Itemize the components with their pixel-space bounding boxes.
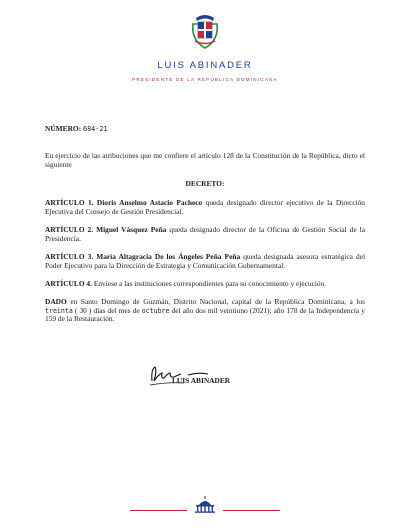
signatory-name: LUIS ABINADER bbox=[172, 376, 231, 385]
article-2-label: ARTÍCULO 2. bbox=[45, 225, 94, 234]
intro-paragraph: En ejercicio de las atribuciones que me confiere el artículo 128 de la Constitución de la República, dicto el siguiente bbox=[45, 151, 365, 169]
dado-day-number: ( 30 ) bbox=[74, 305, 92, 315]
coat-of-arms-icon bbox=[189, 10, 221, 50]
article-2 bbox=[45, 226, 365, 243]
article-3-text: queda designada asesora estratégica del Poder Ejecutivo para la Dirección de Estrategia y Comunicación Gubernamental. bbox=[45, 252, 365, 270]
article-3-label: ARTÍCULO 3. bbox=[45, 252, 94, 261]
decree-heading: DECRETO: bbox=[185, 179, 225, 188]
article-4-text: Envíese a las instituciones correspondientes para su conocimiento y ejecución. bbox=[93, 279, 327, 288]
dado-paragraph bbox=[45, 298, 365, 324]
article-4 bbox=[45, 280, 365, 289]
article-2-name: Miguel Vásquez Peña bbox=[96, 225, 167, 234]
decree-number-label: NÚMERO: bbox=[45, 124, 82, 133]
dado-text-3: del año dos mil veintiuno (2021); año 178 de la Independencia y 159 de la Restauración. bbox=[45, 305, 365, 324]
dado-month: octubre bbox=[141, 306, 170, 315]
article-1 bbox=[45, 199, 365, 216]
article-3 bbox=[45, 253, 365, 270]
article-1-text: queda designado director ejecutivo de la Dirección Ejecutiva del Consejo de Gestión Presidencial. bbox=[45, 198, 365, 216]
header-name: LUIS ABINADER bbox=[157, 60, 253, 71]
article-1-label: ARTÍCULO 1. bbox=[45, 198, 94, 207]
dado-text-1: en Santo Domingo de Guzmán, Distrito Nacional, capital de la República Dominicana, a los bbox=[70, 297, 365, 306]
decree-number bbox=[45, 125, 365, 134]
dado-label: DADO bbox=[45, 297, 67, 306]
decree-number-value: 684-21 bbox=[83, 125, 108, 133]
article-2-text: queda designado director de la Oficina de Gestión Social de la Presidencia. bbox=[45, 225, 365, 243]
palace-icon bbox=[193, 495, 217, 513]
article-4-label: ARTÍCULO 4. bbox=[45, 279, 92, 288]
footer-line-right bbox=[223, 510, 280, 511]
article-3-name: María Altagracia De los Ángeles Peña Peña bbox=[96, 252, 241, 261]
article-1-name: Dioris Anselmo Astacio Pacheco bbox=[96, 198, 203, 207]
footer-line-left bbox=[130, 510, 187, 511]
dado-day-word: treinta bbox=[45, 306, 73, 315]
dado-text-2: días del mes de bbox=[93, 305, 140, 315]
header-title: PRESIDENTE DE LA REPÚBLICA DOMINICANA bbox=[132, 77, 278, 82]
